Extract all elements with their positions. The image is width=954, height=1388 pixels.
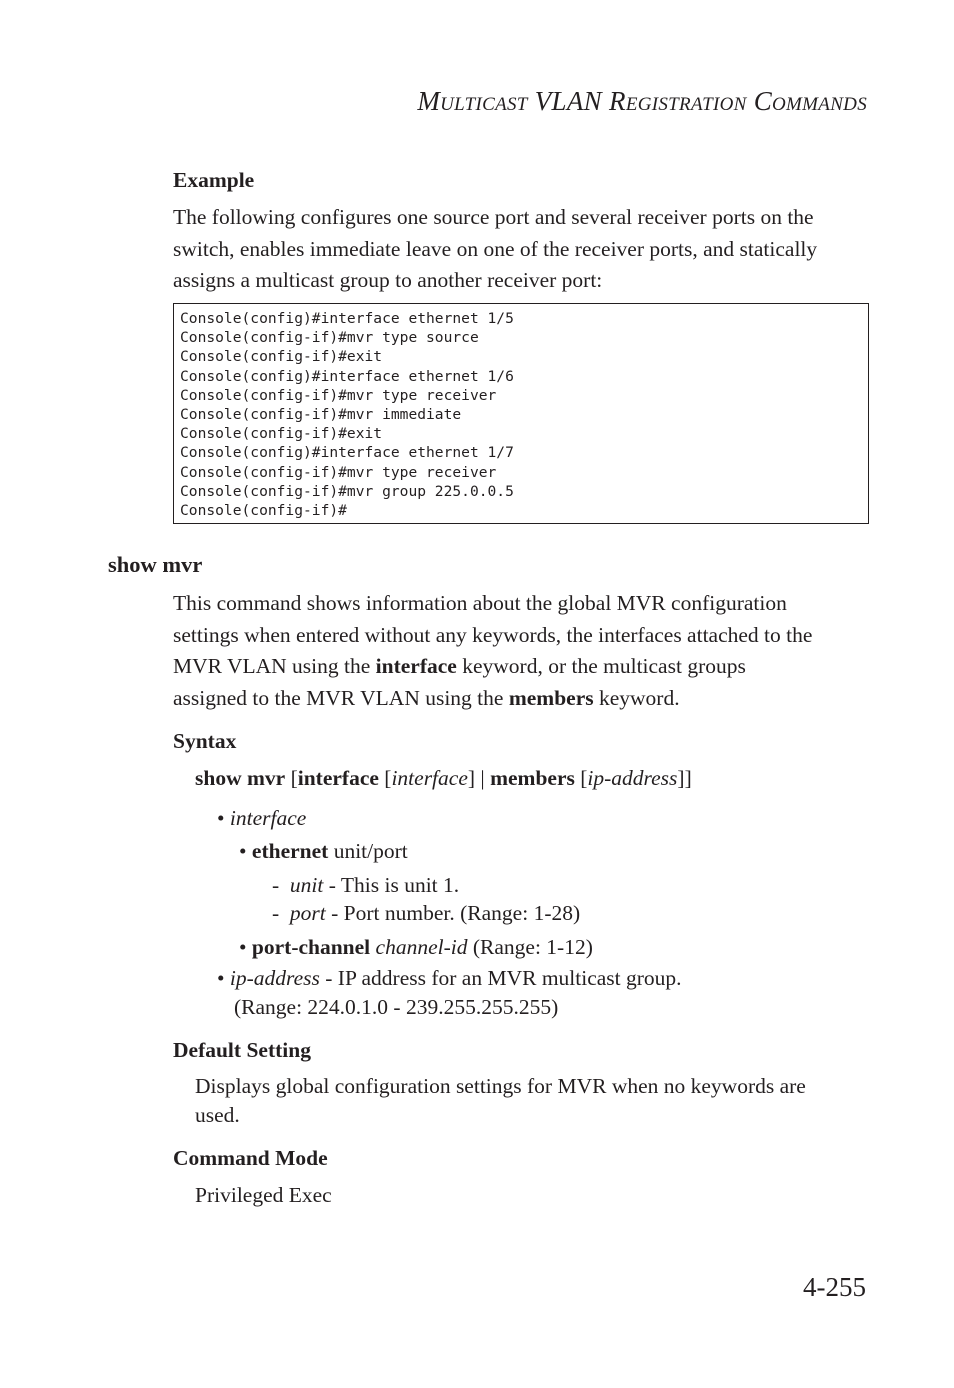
desc-line: settings when entered without any keywords, the interfaces attached to the — [173, 622, 813, 647]
example-line: The following configures one source port and several receiver ports on the — [173, 205, 814, 229]
example-line: assigns a multicast group to another receiver port: — [173, 268, 603, 292]
default-line: Displays global configuration settings for MVR when no keywords are — [195, 1074, 806, 1098]
syntax-item-ethernet: • ethernet unit/port — [239, 839, 408, 863]
bullet: • — [217, 966, 225, 990]
example-heading: Example — [173, 168, 255, 192]
syntax-heading: Syntax — [173, 729, 237, 753]
code-line: Console(config-if)# — [180, 502, 347, 520]
keyword-members: members — [508, 685, 594, 710]
bullet: • — [239, 935, 247, 959]
code-line: Console(config-if)#mvr type receiver — [180, 386, 497, 404]
code-line: Console(config-if)#exit — [180, 425, 383, 443]
syntax-item-port: - port - Port number. (Range: 1-28) — [272, 901, 581, 925]
code-line: Console(config-if)#mvr type receiver — [180, 463, 497, 481]
header-word-commands: COMMANDS — [753, 86, 867, 116]
example-line: switch, enables immediate leave on one of the receiver ports, and statically — [173, 236, 818, 261]
syntax-item-ip-address: • ip-address - IP address for an MVR multicast group. — [217, 966, 682, 990]
command-mode-value: Privileged Exec — [195, 1183, 332, 1207]
command-description — [173, 588, 812, 714]
header-word-multicast: MULTICAST — [417, 86, 528, 116]
desc-line: MVR VLAN using the interface keyword, or the multicast groups — [173, 654, 746, 678]
default-setting-text — [195, 1072, 861, 1130]
bullet: • — [239, 839, 247, 863]
code-line: Console(config)#interface ethernet 1/5 — [180, 310, 514, 327]
syntax-item-interface: • interface — [217, 806, 307, 830]
keyword-interface: interface — [375, 654, 457, 678]
code-line: Console(config-if)#exit — [180, 348, 383, 366]
page-number: 4-255 — [803, 1272, 866, 1302]
code-line: Console(config-if)#mvr type source — [180, 329, 479, 347]
code-line: Console(config-if)#mvr group 225.0.0.5 — [180, 482, 514, 500]
header-word-vlan: VLAN — [534, 86, 602, 116]
dash: - — [272, 901, 280, 925]
code-line: Console(config)#interface ethernet 1/6 — [180, 367, 514, 385]
desc-line: This command shows information about the global MVR configuration — [173, 591, 787, 615]
syntax-item-port-channel: • port-channel channel-id (Range: 1-12) — [239, 935, 593, 959]
bullet: • — [217, 806, 225, 830]
running-header — [417, 86, 867, 117]
desc-line: assigned to the MVR VLAN using the members keyword. — [173, 685, 680, 710]
header-word-registration: REGISTRATION — [609, 86, 747, 116]
syntax-line: show mvr [interface [interface] | members [ip-address]] — [195, 766, 692, 790]
dash: - — [272, 873, 280, 897]
ip-address-range: (Range: 224.0.1.0 - 239.255.255.255) — [234, 995, 559, 1019]
code-line: Console(config-if)#mvr immediate — [180, 406, 462, 424]
code-line: Console(config)#interface ethernet 1/7 — [180, 444, 514, 462]
example-description — [173, 202, 817, 297]
syntax-item-unit: - unit - This is unit 1. — [272, 873, 460, 897]
default-line: used. — [195, 1103, 240, 1127]
code-example-box — [173, 303, 869, 524]
command-title: show mvr — [108, 552, 203, 577]
default-setting-heading: Default Setting — [173, 1038, 311, 1062]
command-mode-heading: Command Mode — [173, 1146, 328, 1170]
